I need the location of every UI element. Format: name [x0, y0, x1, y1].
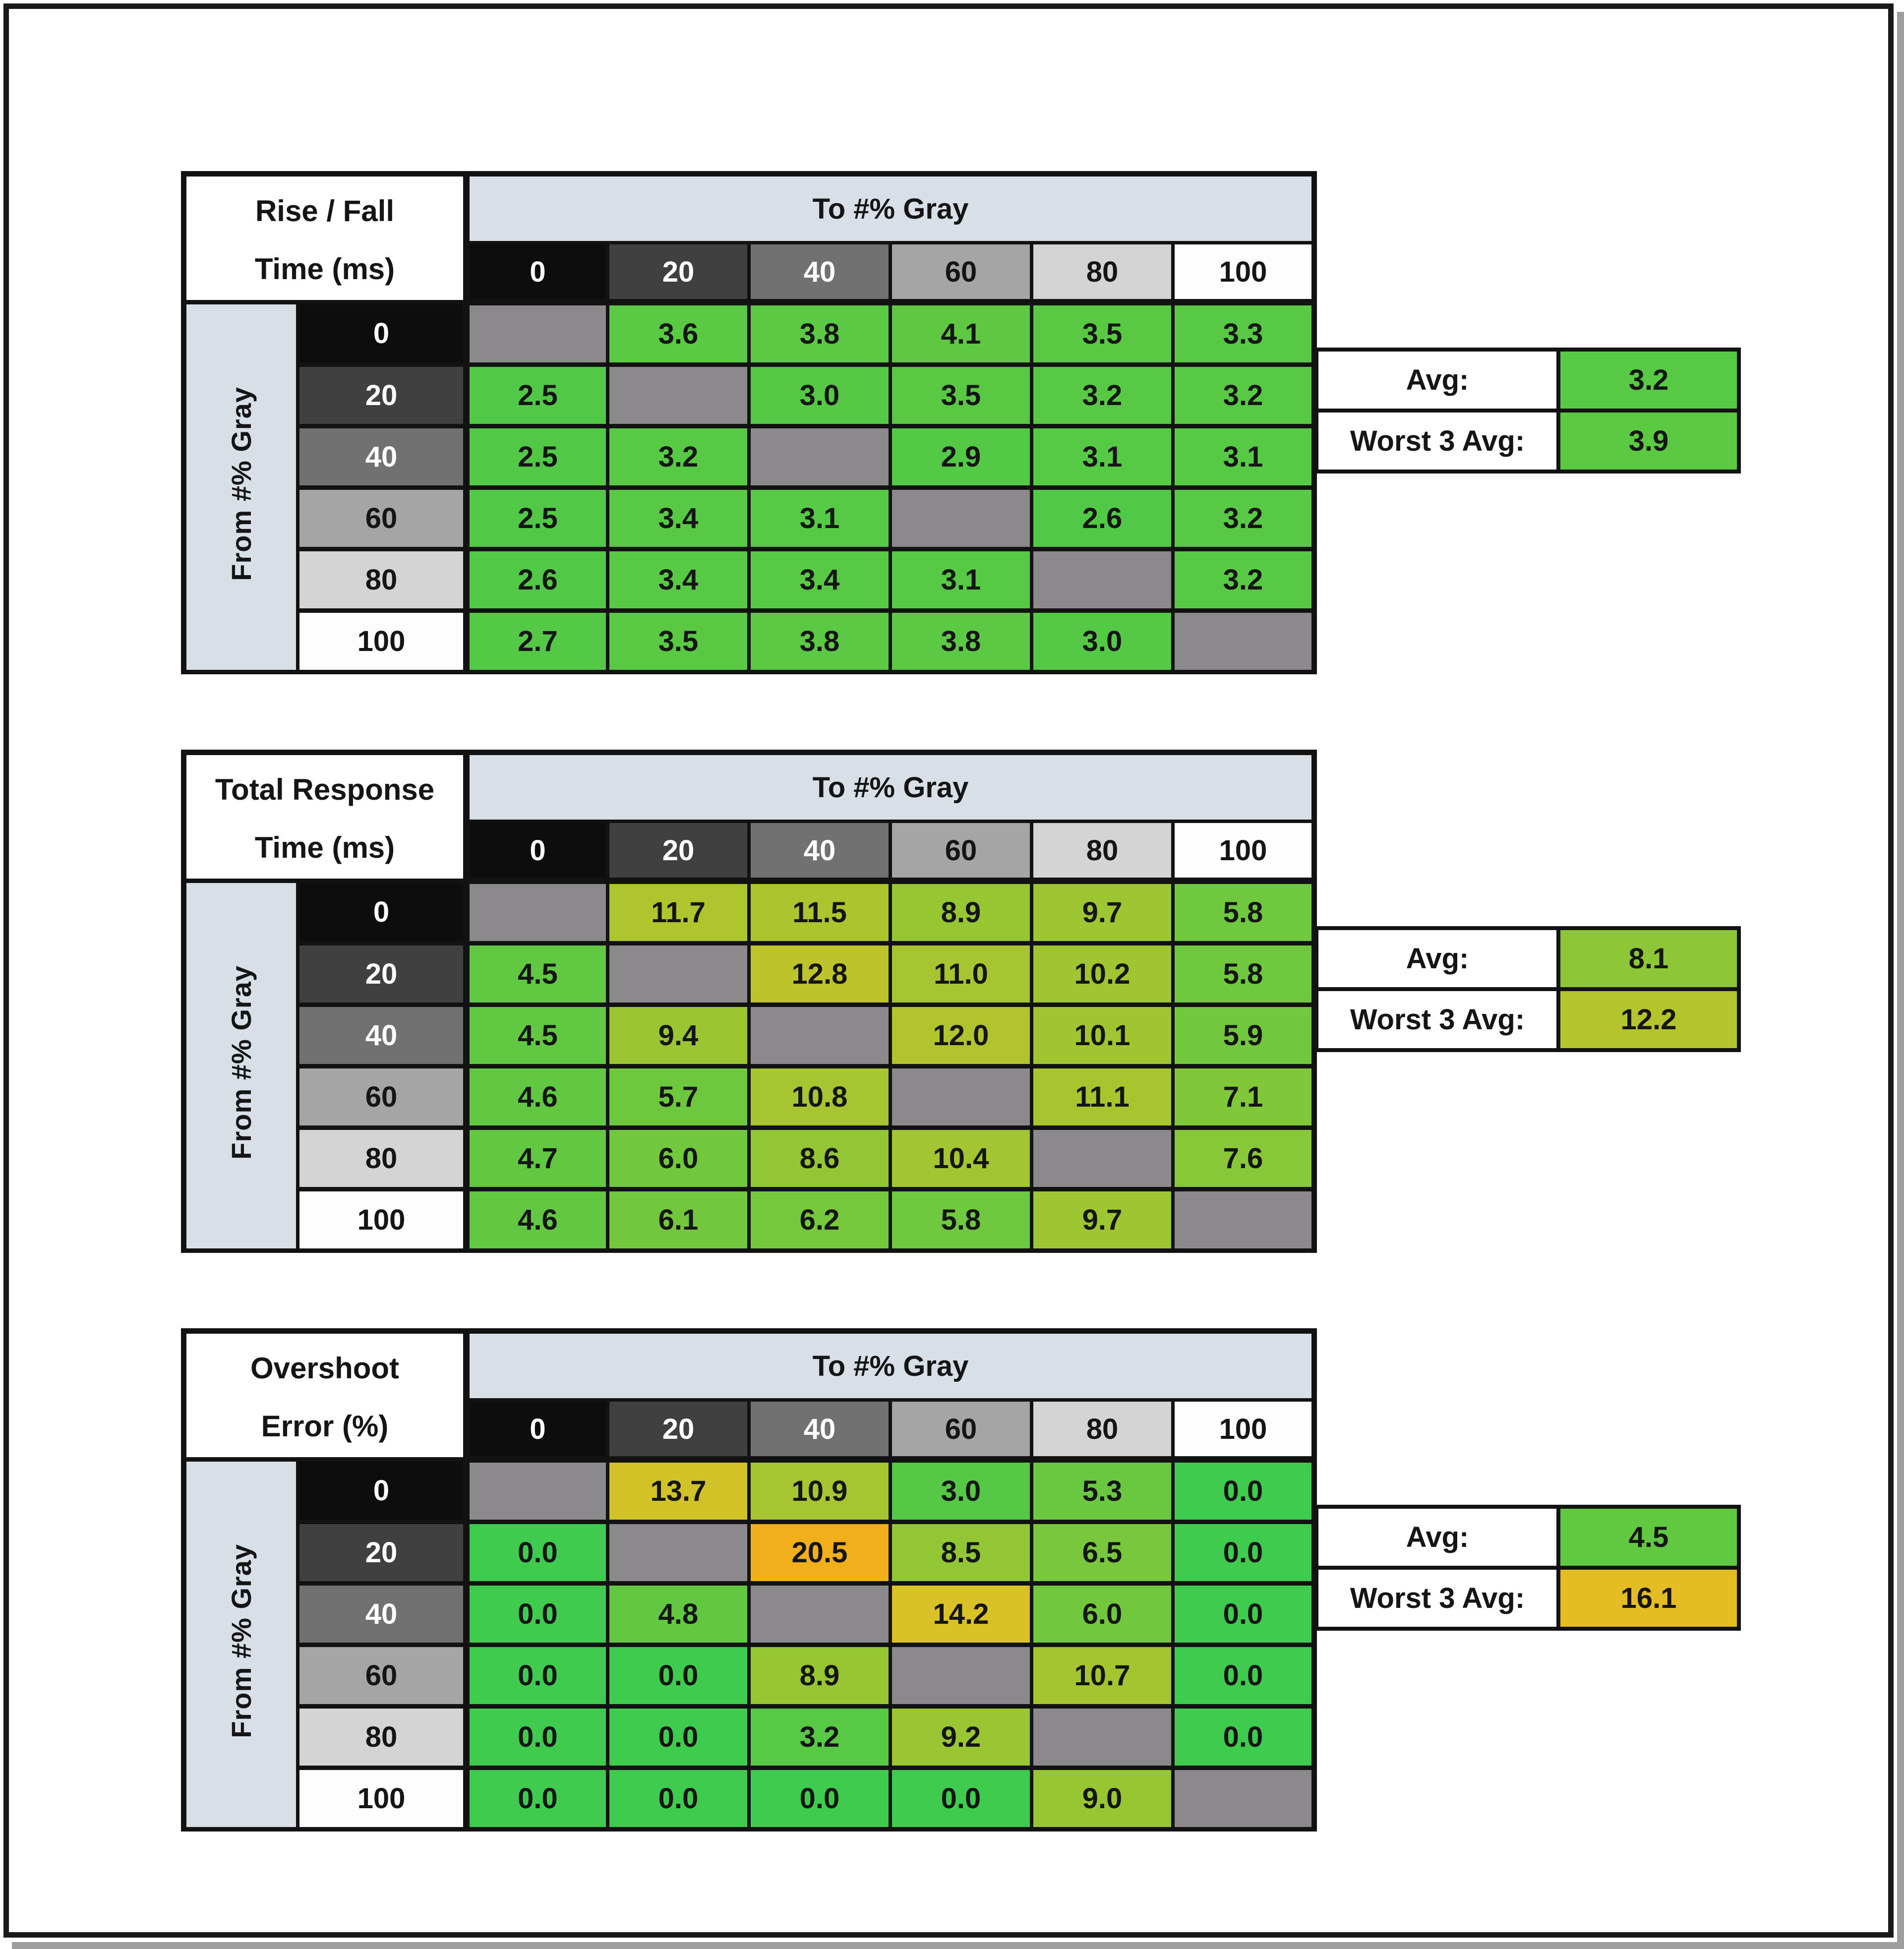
value-cell-20-to-0: 0.0: [467, 1522, 608, 1584]
worst3-avg-value: 12.2: [1558, 989, 1739, 1050]
col-header-100: 100: [1173, 822, 1314, 881]
table-title-line1: Total Response: [215, 773, 435, 806]
diagonal-cell: [608, 944, 749, 1005]
diagonal-cell: [1032, 549, 1173, 611]
diagonal-cell: [608, 1522, 749, 1584]
value-cell-80-to-20: 0.0: [608, 1707, 749, 1768]
value-cell-100-to-60: 0.0: [891, 1768, 1032, 1830]
value-cell-40-to-0: 2.5: [467, 426, 608, 488]
avg-value: 3.2: [1558, 350, 1739, 411]
col-header-80: 80: [1032, 243, 1173, 302]
diagonal-cell: [1173, 1189, 1314, 1251]
value-cell-40-to-100: 5.9: [1173, 1005, 1314, 1066]
value-cell-0-to-60: 3.0: [891, 1460, 1032, 1522]
rise-fall-time-table: [181, 171, 1817, 674]
value-cell-20-to-80: 6.5: [1032, 1522, 1173, 1584]
heatmap-grid: [181, 750, 1317, 1253]
col-header-60: 60: [891, 243, 1032, 302]
window-edge-right: [1897, 12, 1904, 1949]
value-cell-80-to-0: 2.6: [467, 549, 608, 611]
window-edge-bottom: [12, 1942, 1904, 1949]
avg-label: Avg:: [1316, 350, 1558, 411]
diagonal-cell: [1032, 1707, 1173, 1768]
col-header-0: 0: [467, 822, 608, 881]
row-header-60: 60: [298, 1645, 467, 1707]
value-cell-20-to-40: 3.0: [749, 365, 891, 426]
value-cell-100-to-0: 2.7: [467, 611, 608, 672]
value-cell-0-to-100: 5.8: [1173, 881, 1314, 944]
value-cell-40-to-20: 4.8: [608, 1584, 749, 1645]
value-cell-60-to-0: 0.0: [467, 1645, 608, 1707]
value-cell-0-to-40: 3.8: [749, 302, 891, 365]
value-cell-60-to-40: 10.8: [749, 1066, 891, 1128]
to-gray-axis-header: To #% Gray: [467, 174, 1314, 243]
from-gray-axis-label: [184, 881, 298, 1251]
value-cell-20-to-80: 10.2: [1032, 944, 1173, 1005]
row-header-100: 100: [298, 1189, 467, 1251]
value-cell-60-to-100: 0.0: [1173, 1645, 1314, 1707]
total-response-time-table: [181, 750, 1817, 1253]
summary-table: [1314, 1505, 1741, 1631]
col-header-40: 40: [749, 243, 891, 302]
diagonal-cell: [749, 1584, 891, 1645]
value-cell-20-to-0: 4.5: [467, 944, 608, 1005]
value-cell-0-to-40: 11.5: [749, 881, 891, 944]
value-cell-40-to-20: 3.2: [608, 426, 749, 488]
value-cell-80-to-0: 0.0: [467, 1707, 608, 1768]
value-cell-100-to-0: 0.0: [467, 1768, 608, 1830]
col-header-0: 0: [467, 243, 608, 302]
to-gray-axis-header: To #% Gray: [467, 753, 1314, 822]
value-cell-100-to-80: 9.7: [1032, 1189, 1173, 1251]
from-gray-axis-text: From #% Gray: [226, 1543, 257, 1738]
from-gray-axis-label: [184, 302, 298, 672]
table-title-line2: Time (ms): [254, 252, 395, 286]
row-header-60: 60: [298, 488, 467, 549]
row-header-40: 40: [298, 426, 467, 488]
summary-box: [1314, 348, 1741, 473]
diagonal-cell: [467, 302, 608, 365]
row-header-40: 40: [298, 1005, 467, 1066]
value-cell-40-to-20: 9.4: [608, 1005, 749, 1066]
value-cell-20-to-40: 12.8: [749, 944, 891, 1005]
col-header-60: 60: [891, 822, 1032, 881]
worst3-avg-label: Worst 3 Avg:: [1316, 411, 1558, 472]
value-cell-100-to-40: 0.0: [749, 1768, 891, 1830]
from-gray-axis-label: [184, 1460, 298, 1830]
diagonal-cell: [749, 1005, 891, 1066]
avg-label: Avg:: [1316, 928, 1558, 989]
col-header-20: 20: [608, 1400, 749, 1460]
row-header-20: 20: [298, 1522, 467, 1584]
value-cell-20-to-100: 3.2: [1173, 365, 1314, 426]
summary-box: [1314, 926, 1741, 1052]
table-title-line1: Overshoot: [250, 1352, 400, 1385]
value-cell-40-to-60: 2.9: [891, 426, 1032, 488]
value-cell-80-to-20: 6.0: [608, 1128, 749, 1189]
row-header-100: 100: [298, 611, 467, 672]
value-cell-80-to-100: 7.6: [1173, 1128, 1314, 1189]
value-cell-100-to-40: 3.8: [749, 611, 891, 672]
value-cell-0-to-60: 4.1: [891, 302, 1032, 365]
value-cell-100-to-80: 3.0: [1032, 611, 1173, 672]
table-title-cell: [184, 1331, 467, 1460]
value-cell-80-to-0: 4.7: [467, 1128, 608, 1189]
value-cell-100-to-80: 9.0: [1032, 1768, 1173, 1830]
diagonal-cell: [467, 881, 608, 944]
row-header-100: 100: [298, 1768, 467, 1830]
value-cell-60-to-20: 0.0: [608, 1645, 749, 1707]
value-cell-40-to-80: 10.1: [1032, 1005, 1173, 1066]
value-cell-60-to-40: 3.1: [749, 488, 891, 549]
value-cell-40-to-0: 0.0: [467, 1584, 608, 1645]
value-cell-40-to-100: 3.1: [1173, 426, 1314, 488]
value-cell-20-to-100: 0.0: [1173, 1522, 1314, 1584]
value-cell-60-to-80: 11.1: [1032, 1066, 1173, 1128]
row-header-20: 20: [298, 365, 467, 426]
value-cell-60-to-100: 7.1: [1173, 1066, 1314, 1128]
overshoot-error-table: [181, 1328, 1817, 1831]
value-cell-100-to-60: 3.8: [891, 611, 1032, 672]
to-gray-axis-header: To #% Gray: [467, 1331, 1314, 1400]
row-header-60: 60: [298, 1066, 467, 1128]
diagonal-cell: [1032, 1128, 1173, 1189]
col-header-100: 100: [1173, 243, 1314, 302]
heatmap-grid: [181, 1328, 1317, 1831]
col-header-80: 80: [1032, 822, 1173, 881]
value-cell-60-to-0: 2.5: [467, 488, 608, 549]
value-cell-0-to-100: 3.3: [1173, 302, 1314, 365]
value-cell-40-to-60: 12.0: [891, 1005, 1032, 1066]
value-cell-60-to-80: 10.7: [1032, 1645, 1173, 1707]
table-title-cell: [184, 174, 467, 302]
row-header-0: 0: [298, 1460, 467, 1522]
heatmap-grid: [181, 171, 1317, 674]
worst3-avg-label: Worst 3 Avg:: [1316, 989, 1558, 1050]
value-cell-60-to-100: 3.2: [1173, 488, 1314, 549]
value-cell-80-to-20: 3.4: [608, 549, 749, 611]
col-header-40: 40: [749, 822, 891, 881]
from-gray-axis-text: From #% Gray: [226, 965, 257, 1160]
value-cell-20-to-60: 11.0: [891, 944, 1032, 1005]
row-header-20: 20: [298, 944, 467, 1005]
diagonal-cell: [1173, 1768, 1314, 1830]
value-cell-100-to-20: 0.0: [608, 1768, 749, 1830]
value-cell-100-to-40: 6.2: [749, 1189, 891, 1251]
diagonal-cell: [891, 1645, 1032, 1707]
col-header-20: 20: [608, 243, 749, 302]
value-cell-20-to-60: 3.5: [891, 365, 1032, 426]
value-cell-0-to-80: 9.7: [1032, 881, 1173, 944]
value-cell-80-to-100: 0.0: [1173, 1707, 1314, 1768]
value-cell-80-to-40: 8.6: [749, 1128, 891, 1189]
diagonal-cell: [1173, 611, 1314, 672]
value-cell-60-to-40: 8.9: [749, 1645, 891, 1707]
value-cell-40-to-0: 4.5: [467, 1005, 608, 1066]
diagonal-cell: [467, 1460, 608, 1522]
value-cell-80-to-60: 9.2: [891, 1707, 1032, 1768]
value-cell-60-to-20: 3.4: [608, 488, 749, 549]
col-header-60: 60: [891, 1400, 1032, 1460]
value-cell-80-to-40: 3.4: [749, 549, 891, 611]
value-cell-80-to-60: 3.1: [891, 549, 1032, 611]
value-cell-60-to-0: 4.6: [467, 1066, 608, 1128]
value-cell-0-to-20: 13.7: [608, 1460, 749, 1522]
table-title-line2: Time (ms): [254, 831, 395, 864]
value-cell-0-to-40: 10.9: [749, 1460, 891, 1522]
summary-table: [1314, 348, 1741, 473]
value-cell-20-to-60: 8.5: [891, 1522, 1032, 1584]
value-cell-20-to-40: 20.5: [749, 1522, 891, 1584]
avg-value: 4.5: [1558, 1507, 1739, 1568]
value-cell-40-to-80: 6.0: [1032, 1584, 1173, 1645]
value-cell-60-to-80: 2.6: [1032, 488, 1173, 549]
value-cell-0-to-20: 11.7: [608, 881, 749, 944]
value-cell-100-to-0: 4.6: [467, 1189, 608, 1251]
value-cell-40-to-60: 14.2: [891, 1584, 1032, 1645]
summary-box: [1314, 1505, 1741, 1631]
from-gray-axis-text: From #% Gray: [226, 386, 257, 581]
value-cell-80-to-60: 10.4: [891, 1128, 1032, 1189]
col-header-100: 100: [1173, 1400, 1314, 1460]
row-header-80: 80: [298, 1707, 467, 1768]
value-cell-20-to-80: 3.2: [1032, 365, 1173, 426]
worst3-avg-value: 3.9: [1558, 411, 1739, 472]
value-cell-20-to-100: 5.8: [1173, 944, 1314, 1005]
value-cell-40-to-100: 0.0: [1173, 1584, 1314, 1645]
col-header-80: 80: [1032, 1400, 1173, 1460]
diagonal-cell: [608, 365, 749, 426]
table-title-cell: [184, 753, 467, 881]
value-cell-0-to-100: 0.0: [1173, 1460, 1314, 1522]
summary-table: [1314, 926, 1741, 1052]
value-cell-80-to-40: 3.2: [749, 1707, 891, 1768]
col-header-0: 0: [467, 1400, 608, 1460]
col-header-20: 20: [608, 822, 749, 881]
value-cell-100-to-60: 5.8: [891, 1189, 1032, 1251]
avg-label: Avg:: [1316, 1507, 1558, 1568]
diagonal-cell: [749, 426, 891, 488]
worst3-avg-label: Worst 3 Avg:: [1316, 1568, 1558, 1629]
value-cell-80-to-100: 3.2: [1173, 549, 1314, 611]
value-cell-0-to-20: 3.6: [608, 302, 749, 365]
col-header-40: 40: [749, 1400, 891, 1460]
diagonal-cell: [891, 488, 1032, 549]
row-header-0: 0: [298, 881, 467, 944]
value-cell-40-to-80: 3.1: [1032, 426, 1173, 488]
value-cell-0-to-60: 8.9: [891, 881, 1032, 944]
value-cell-60-to-20: 5.7: [608, 1066, 749, 1128]
diagonal-cell: [891, 1066, 1032, 1128]
worst3-avg-value: 16.1: [1558, 1568, 1739, 1629]
table-title-line2: Error (%): [261, 1410, 389, 1443]
value-cell-0-to-80: 5.3: [1032, 1460, 1173, 1522]
row-header-80: 80: [298, 1128, 467, 1189]
value-cell-20-to-0: 2.5: [467, 365, 608, 426]
value-cell-100-to-20: 3.5: [608, 611, 749, 672]
row-header-0: 0: [298, 302, 467, 365]
avg-value: 8.1: [1558, 928, 1739, 989]
table-title-line1: Rise / Fall: [255, 194, 395, 228]
value-cell-100-to-20: 6.1: [608, 1189, 749, 1251]
value-cell-0-to-80: 3.5: [1032, 302, 1173, 365]
row-header-40: 40: [298, 1584, 467, 1645]
row-header-80: 80: [298, 549, 467, 611]
